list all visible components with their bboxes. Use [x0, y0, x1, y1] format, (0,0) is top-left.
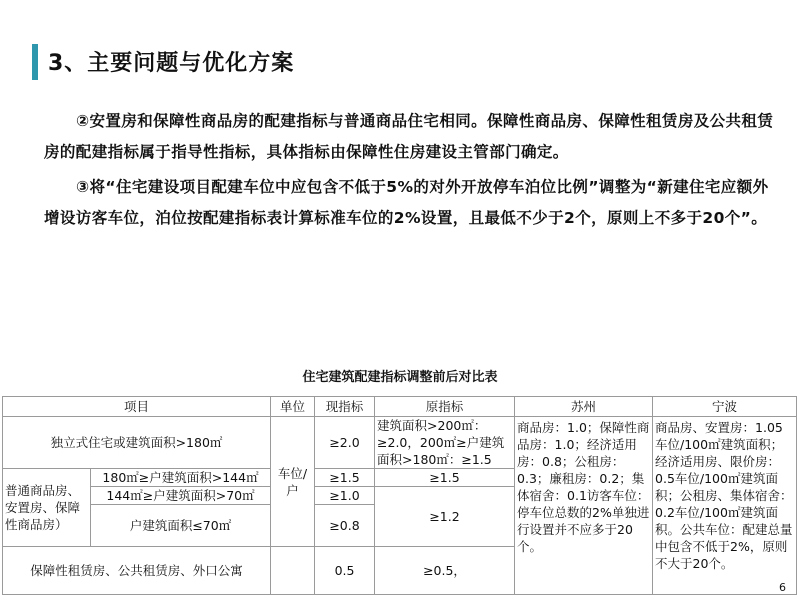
row-original: ≥0.5， — [375, 547, 515, 595]
header-original: 原指标 — [375, 397, 515, 417]
header-ningbo: 宁波 — [653, 397, 797, 417]
title-accent-bar — [32, 44, 38, 80]
group-label: 普通商品房、安置房、保障性商品房） — [3, 469, 91, 547]
row-original: 建筑面积>200㎡：≥2.0，200㎡≥户建筑面积>180㎡：≥1.5 — [375, 417, 515, 469]
paragraph-2 — [44, 106, 784, 168]
paragraph-2-text: ②安置房和保障性商品房的配建指标与普通商品住宅相同。保障性商品房、保障性租赁房及公共租赁房的配建指标属于指导性指标，具体指标由保障性住房建设主管部门确定。 — [44, 112, 774, 161]
row-item: 独立式住宅或建筑面积>180㎡ — [3, 417, 271, 469]
header-current: 现指标 — [315, 397, 375, 417]
header-unit: 单位 — [271, 397, 315, 417]
comparison-table — [2, 396, 797, 595]
unit-cell: 车位/户 — [271, 417, 315, 547]
row-sub-item: 户建筑面积≤70㎡ — [91, 505, 271, 547]
row-original: ≥1.5 — [375, 469, 515, 487]
page-title: 3、主要问题与优化方案 — [48, 51, 295, 76]
page-number: 6 — [779, 581, 786, 594]
row-current: 0.5 — [315, 547, 375, 595]
row-current: ≥2.0 — [315, 417, 375, 469]
table-row — [3, 417, 797, 469]
row-current: ≥0.8 — [315, 505, 375, 547]
unit-cell-empty — [271, 547, 315, 595]
ningbo-cell: 商品房、安置房：1.05车位/100㎡建筑面积；经济适用房、限价房：0.5车位/100㎡建筑面积；公租房、集体宿舍：0.2车位/100㎡建筑面积。公共车位：配建总量中包含不低于2%，原则不大于20个。 — [653, 417, 797, 595]
row-current: ≥1.5 — [315, 469, 375, 487]
row-sub-item: 144㎡≥户建筑面积>70㎡ — [91, 487, 271, 505]
suzhou-cell: 商品房：1.0；保障性商品房：1.0；经济适用房：0.8；公租房：0.3；廉租房：0.2；集体宿舍：0.1访客车位：停车位总数的2%单独进行设置并不应多于20个。 — [515, 417, 653, 595]
paragraph-3 — [44, 172, 784, 234]
table-caption: 住宅建筑配建指标调整前后对比表 — [302, 370, 498, 385]
row-sub-item: 180㎡≥户建筑面积>144㎡ — [91, 469, 271, 487]
paragraph-3-text: ③将“住宅建设项目配建车位中应包含不低于5%的对外开放停车泊位比例”调整为“新建住宅应额外增设访客车位，泊位按配建指标表计算标准车位的2%设置，且最低不少于2个，原则上不多于20个”。 — [44, 178, 769, 227]
row-current: ≥1.0 — [315, 487, 375, 505]
header-suzhou: 苏州 — [515, 397, 653, 417]
table-header-row — [3, 397, 797, 417]
row-item: 保障性租赁房、公共租赁房、外口公寓 — [3, 547, 271, 595]
row-original: ≥1.2 — [375, 487, 515, 547]
header-item: 项目 — [3, 397, 271, 417]
